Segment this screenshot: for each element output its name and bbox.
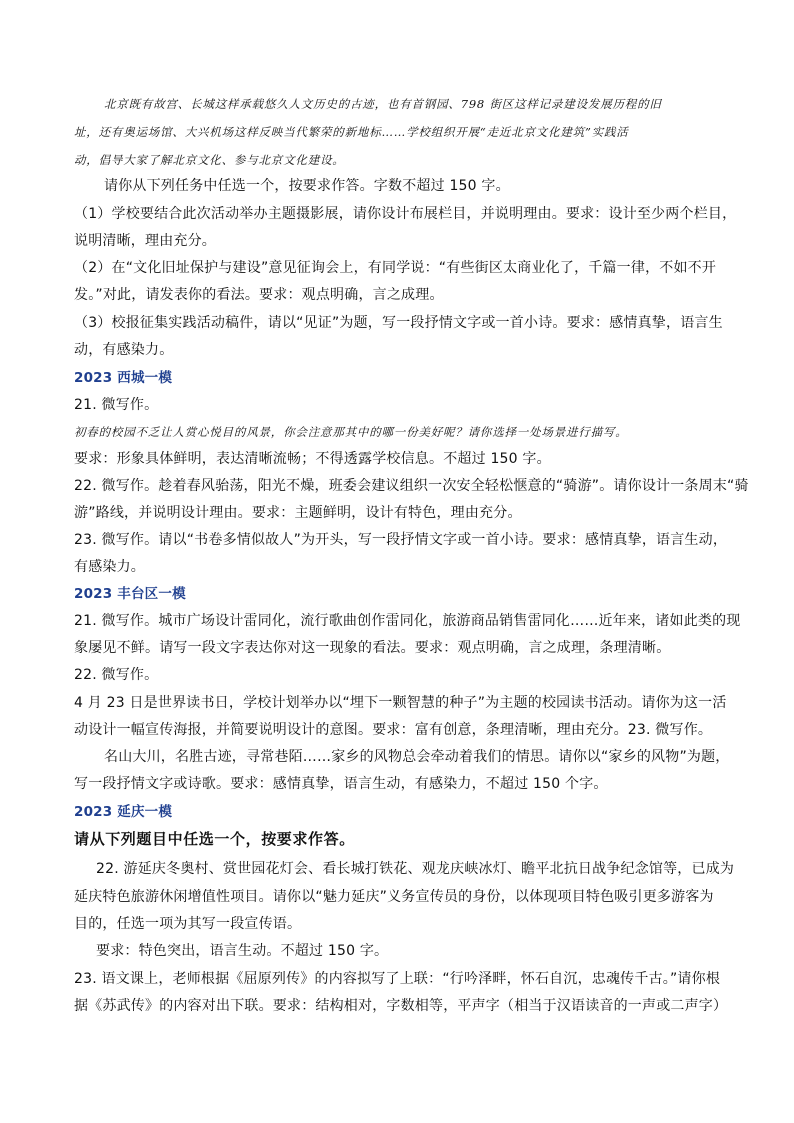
task-item: （2）在“文化旧址保护与建设”意见征询会上，有同学说：“有些街区太商业化了，千篇一律，不如不开 xyxy=(74,260,717,276)
question-text: 据《苏武传》的内容对出下联。要求：结构相对，字数相等，平声字（相当于汉语读音的一声或二声字） xyxy=(74,998,728,1014)
intro-text: 址，还有奥运场馆、大兴机场这样反映当代繁荣的新地标……学校组织开展“走近北京文化建筑”实践活 xyxy=(74,125,629,139)
task-item: （3）校报征集实践活动稿件，请以“见证”为题，写一段抒情文字或一首小诗。要求：感情真挚，语言生 xyxy=(74,315,723,331)
question-text: 初春的校园不乏让人赏心悦目的风景，你会注意那其中的哪一份美好呢？请你选择一处场景进行描写。 xyxy=(74,425,628,439)
section-instruction: 请从下列题目中任选一个，按要求作答。 xyxy=(74,830,355,848)
question-text: 要求：形象具体鲜明，表达清晰流畅；不得透露学校信息。不超过 150 字。 xyxy=(74,451,551,467)
question-label: 21. 微写作。 xyxy=(74,397,159,413)
question-text: 动设计一幅宣传海报，并简要说明设计的意图。要求：富有创意，条理清晰，理由充分。23. 微写作。 xyxy=(74,722,713,738)
intro-text: 北京既有故宫、长城这样承载悠久人文历史的古迹，也有首钢园、798 街区这样记录建设发展历程的旧 xyxy=(104,97,662,111)
question-text: 22. 游延庆冬奥村、赏世园花灯会、看长城打铁花、观龙庆峡冰灯、瞻平北抗日战争纪念馆等，已成为 xyxy=(96,861,735,877)
question-text: 目的，任选一项为其写一段宣传语。 xyxy=(74,916,302,932)
section-heading: 2023 西城一模 xyxy=(74,370,173,386)
question-text: 名山大川，名胜古迹，寻常巷陌……家乡的风物总会牵动着我们的情思。请你以“家乡的风物”为题， xyxy=(104,749,730,765)
intro-text: 动，倡导大家了解北京文化、参与北京文化建设。 xyxy=(74,153,345,167)
task-item: 说明清晰，理由充分。 xyxy=(74,233,216,249)
question-text: 23. 语文课上，老师根据《屈原列传》的内容拟写了上联：“行吟泽畔，怀石自沉，忠魂传千古。”请你根 xyxy=(74,971,721,987)
section-heading: 2023 延庆一模 xyxy=(74,804,173,820)
question-text: 游”路线，并说明设计理由。要求：主题鲜明，设计有特色，理由充分。 xyxy=(74,505,522,521)
task-prompt: 请你从下列任务中任选一个，按要求作答。字数不超过 150 字。 xyxy=(104,178,510,194)
question-text: 要求：特色突出，语言生动。不超过 150 字。 xyxy=(96,943,389,959)
task-item: 动，有感染力。 xyxy=(74,342,174,358)
question-text: 22. 微写作。趁着春风骀荡，阳光不燥，班委会建议组织一次安全轻松惬意的“骑游”。请你设计一条周末“骑 xyxy=(74,478,749,494)
question-text: 有感染力。 xyxy=(74,559,145,575)
question-text: 4 月 23 日是世界读书日，学校计划举办以“埋下一颗智慧的种子”为主题的校园读书活动。请你为这一活 xyxy=(74,695,727,711)
question-text: 写一段抒情文字或诗歌。要求：感情真挚，语言生动，有感染力，不超过 150 个字。 xyxy=(74,776,608,792)
task-item: （1）学校要结合此次活动举办主题摄影展，请你设计布展栏目，并说明理由。要求：设计至少两个栏目， xyxy=(74,206,737,222)
question-text: 延庆特色旅游休闲增值性项目。请你以“魅力延庆”义务宣传员的身份，以体现项目特色吸引更多游客为 xyxy=(74,889,714,905)
task-item: 发。”对此，请发表你的看法。要求：观点明确，言之成理。 xyxy=(74,287,444,303)
question-text: 23. 微写作。请以“书卷多情似故人”为开头，写一段抒情文字或一首小诗。要求：感情真挚，语言生动， xyxy=(74,532,728,548)
question-text: 象屡见不鲜。请写一段文字表达你对这一现象的看法。要求：观点明确，言之成理，条理清晰。 xyxy=(74,640,671,656)
section-heading: 2023 丰台区一模 xyxy=(74,586,186,602)
question-label: 22. 微写作。 xyxy=(74,667,159,683)
question-text: 21. 微写作。城市广场设计雷同化，流行歌曲创作雷同化，旅游商品销售雷同化……近年来，诸如此类的现 xyxy=(74,613,741,629)
